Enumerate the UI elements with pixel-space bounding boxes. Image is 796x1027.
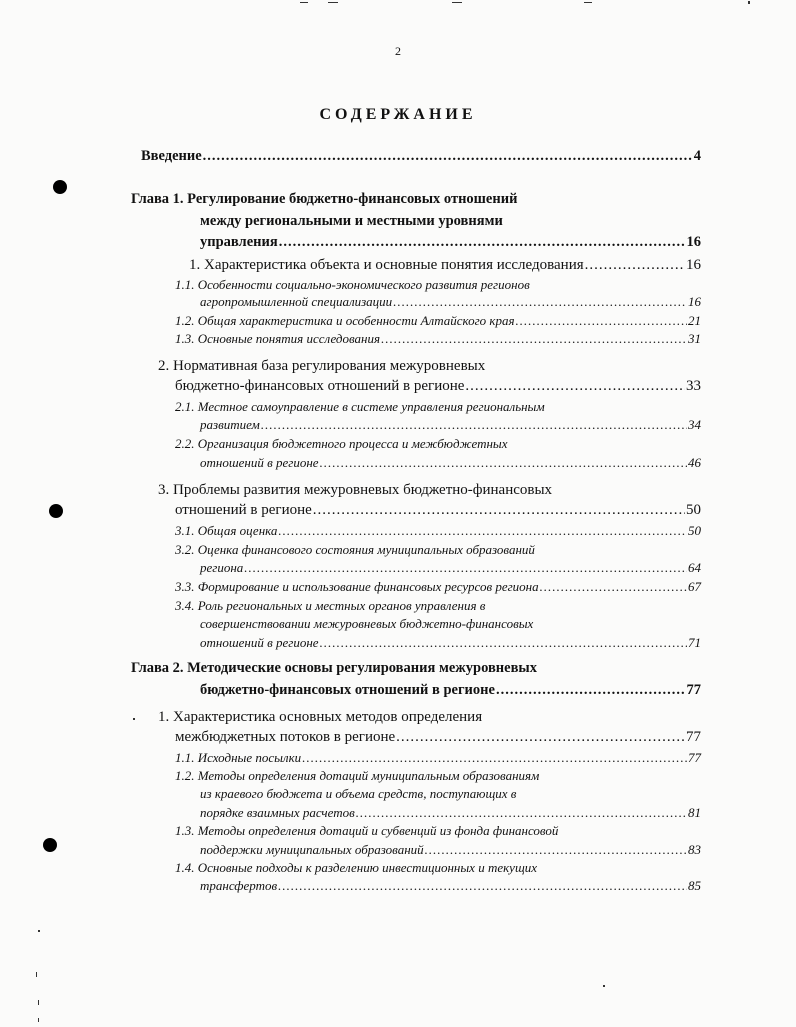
toc-page-number: 31 <box>688 331 701 346</box>
toc-entry-1-3-4-line2: совершенствовании межуровневых бюджетно-финансовых <box>200 616 534 631</box>
dot-leader <box>496 682 686 699</box>
toc-entry-1-3-2-line1: 3.2. Оценка финансового состояния муниципальных образований <box>175 542 535 557</box>
dot-leader <box>278 523 687 539</box>
toc-entry-text: 3.3. Формирование и использование финансовых ресурсов региона <box>175 579 539 594</box>
chapter-2-title-line1: Глава 2. Методические основы регулирования межуровневых <box>131 660 537 676</box>
chapter-1-title-line2: между региональными и местными уровнями <box>200 213 503 229</box>
toc-page-number: 71 <box>688 635 701 650</box>
scan-speck <box>328 2 338 3</box>
scan-speck <box>603 985 605 987</box>
toc-entry-text: отношений в регионе <box>175 502 312 518</box>
dot-leader <box>320 455 687 471</box>
dot-leader <box>585 257 685 274</box>
dot-leader <box>465 378 685 395</box>
scan-speck <box>133 718 135 720</box>
toc-entry-1-1-1[interactable] <box>200 294 701 310</box>
toc-page-number: 81 <box>688 805 701 820</box>
dot-leader <box>320 635 687 651</box>
toc-entry-1-3-2[interactable] <box>200 560 701 576</box>
toc-page-number: 33 <box>686 378 701 394</box>
dot-leader <box>302 750 687 766</box>
toc-entry-text: 1. Характеристика объекта и основные понятия исследования <box>189 257 584 273</box>
toc-page-number: 46 <box>688 455 701 470</box>
toc-entry-2-1-2[interactable] <box>200 805 701 821</box>
toc-entry-1-1-3[interactable] <box>175 331 701 347</box>
toc-entry-1-3-1[interactable] <box>175 523 701 539</box>
toc-entry-text: 3.1. Общая оценка <box>175 523 278 538</box>
toc-page-number: 16 <box>686 234 701 250</box>
scan-speck <box>38 1000 39 1005</box>
toc-entry-2-1-line1: 1. Характеристика основных методов определения <box>158 709 483 725</box>
scan-speck <box>748 1 750 4</box>
toc-entry-2-1-1[interactable] <box>175 750 701 766</box>
dot-leader <box>261 417 687 433</box>
toc-entry-text: 1.2. Общая характеристика и особенности Алтайского края <box>175 313 515 328</box>
toc-page-number: 34 <box>688 417 701 432</box>
toc-page-number: 50 <box>688 523 701 538</box>
toc-page-number: 21 <box>688 313 701 328</box>
page-number: 2 <box>395 44 401 58</box>
toc-entry-2-1-3-line1: 1.3. Методы определения дотаций и субвенций из фонда финансовой <box>175 823 559 838</box>
dot-leader <box>425 842 687 858</box>
toc-entry-text: бюджетно-финансовых отношений в регионе <box>175 378 465 394</box>
toc-page-number: 77 <box>686 682 701 698</box>
toc-entry-2-1-2-line1: 1.2. Методы определения дотаций муниципальным образованиям <box>175 768 540 783</box>
toc-entry-1-1[interactable] <box>189 257 701 274</box>
scan-speck <box>584 2 592 3</box>
scan-speck <box>300 2 308 3</box>
toc-entry-text: межбюджетных потоков в регионе <box>175 729 396 745</box>
toc-page-number: 85 <box>688 878 701 893</box>
toc-page-number: 4 <box>693 148 701 164</box>
punch-hole-mark <box>49 504 63 518</box>
toc-page-number: 50 <box>686 502 701 518</box>
toc-entry-chapter-2[interactable] <box>200 682 701 699</box>
chapter-1-title-line1: Глава 1. Регулирование бюджетно-финансовых отношений <box>131 191 518 207</box>
toc-entry-text: управления <box>200 234 278 250</box>
dot-leader <box>278 878 687 894</box>
toc-entry-2-1[interactable] <box>175 729 701 746</box>
toc-entry-text: 1.3. Основные понятия исследования <box>175 331 381 346</box>
dot-leader <box>203 148 693 165</box>
toc-entry-text: отношений в регионе <box>200 455 319 470</box>
toc-entry-1-3[interactable] <box>175 502 701 519</box>
dot-leader <box>356 805 687 821</box>
toc-page-number: 67 <box>688 579 701 594</box>
toc-entry-1-2-1-line1: 2.1. Местное самоуправление в системе управления региональным <box>175 399 545 414</box>
toc-entry-chapter-1[interactable] <box>200 234 701 251</box>
toc-entry-1-2-line1: 2. Нормативная база регулирования межуровневых <box>158 358 486 374</box>
toc-entry-2-1-4-line1: 1.4. Основные подходы к разделению инвестиционных и текущих <box>175 860 538 875</box>
toc-entry-text: региона <box>200 560 244 575</box>
toc-entry-text: агропромышленной специализации <box>200 294 393 309</box>
dot-leader <box>396 729 685 746</box>
toc-entry-text: 1.1. Исходные посылки <box>175 750 302 765</box>
dot-leader <box>279 234 686 251</box>
toc-entry-1-2-2-line1: 2.2. Организация бюджетного процесса и межбюджетных <box>175 436 508 451</box>
scan-speck <box>36 972 37 977</box>
toc-page-number: 77 <box>686 729 701 745</box>
toc-entry-intro[interactable] <box>141 148 701 165</box>
toc-entry-text: трансфертов <box>200 878 278 893</box>
toc-page-number: 77 <box>688 750 701 765</box>
toc-entry-1-3-3[interactable] <box>175 579 701 595</box>
dot-leader <box>244 560 687 576</box>
toc-page-number: 83 <box>688 842 701 857</box>
toc-entry-text: отношений в регионе <box>200 635 319 650</box>
toc-entry-2-1-2-line2: из краевого бюджета и объема средств, поступающих в <box>200 786 517 801</box>
dot-leader <box>313 502 685 519</box>
scan-speck <box>38 1018 39 1022</box>
toc-entry-1-3-line1: 3. Проблемы развития межуровневых бюджетно-финансовых <box>158 482 553 498</box>
toc-entry-text: порядке взаимных расчетов <box>200 805 355 820</box>
scan-speck <box>38 930 40 932</box>
toc-entry-2-1-4[interactable] <box>200 878 701 894</box>
toc-page-number: 64 <box>688 560 701 575</box>
toc-entry-1-1-2[interactable] <box>175 313 701 329</box>
toc-entry-1-2-1[interactable] <box>200 417 701 433</box>
toc-page-number: 16 <box>686 257 701 273</box>
toc-entry-1-2[interactable] <box>175 378 701 395</box>
toc-entry-text: поддержки муниципальных образований <box>200 842 424 857</box>
dot-leader <box>393 294 687 310</box>
dot-leader <box>540 579 687 595</box>
toc-entry-text: развитием <box>200 417 260 432</box>
scan-speck <box>452 2 462 3</box>
toc-entry-1-1-1-line1: 1.1. Особенности социально-экономического развития регионов <box>175 277 530 292</box>
punch-hole-mark <box>53 180 67 194</box>
toc-entry-text: бюджетно-финансовых отношений в регионе <box>200 682 495 698</box>
toc-page-number: 16 <box>688 294 701 309</box>
dot-leader <box>516 313 687 329</box>
dot-leader <box>381 331 687 347</box>
toc-entry-text: Введение <box>141 148 202 164</box>
toc-entry-1-3-4[interactable] <box>200 635 701 651</box>
punch-hole-mark <box>43 838 57 852</box>
toc-entry-1-3-4-line1: 3.4. Роль региональных и местных органов управления в <box>175 598 486 613</box>
toc-entry-1-2-2[interactable] <box>200 455 701 471</box>
page-title: СОДЕРЖАНИЕ <box>319 106 477 123</box>
toc-entry-2-1-3[interactable] <box>200 842 701 858</box>
